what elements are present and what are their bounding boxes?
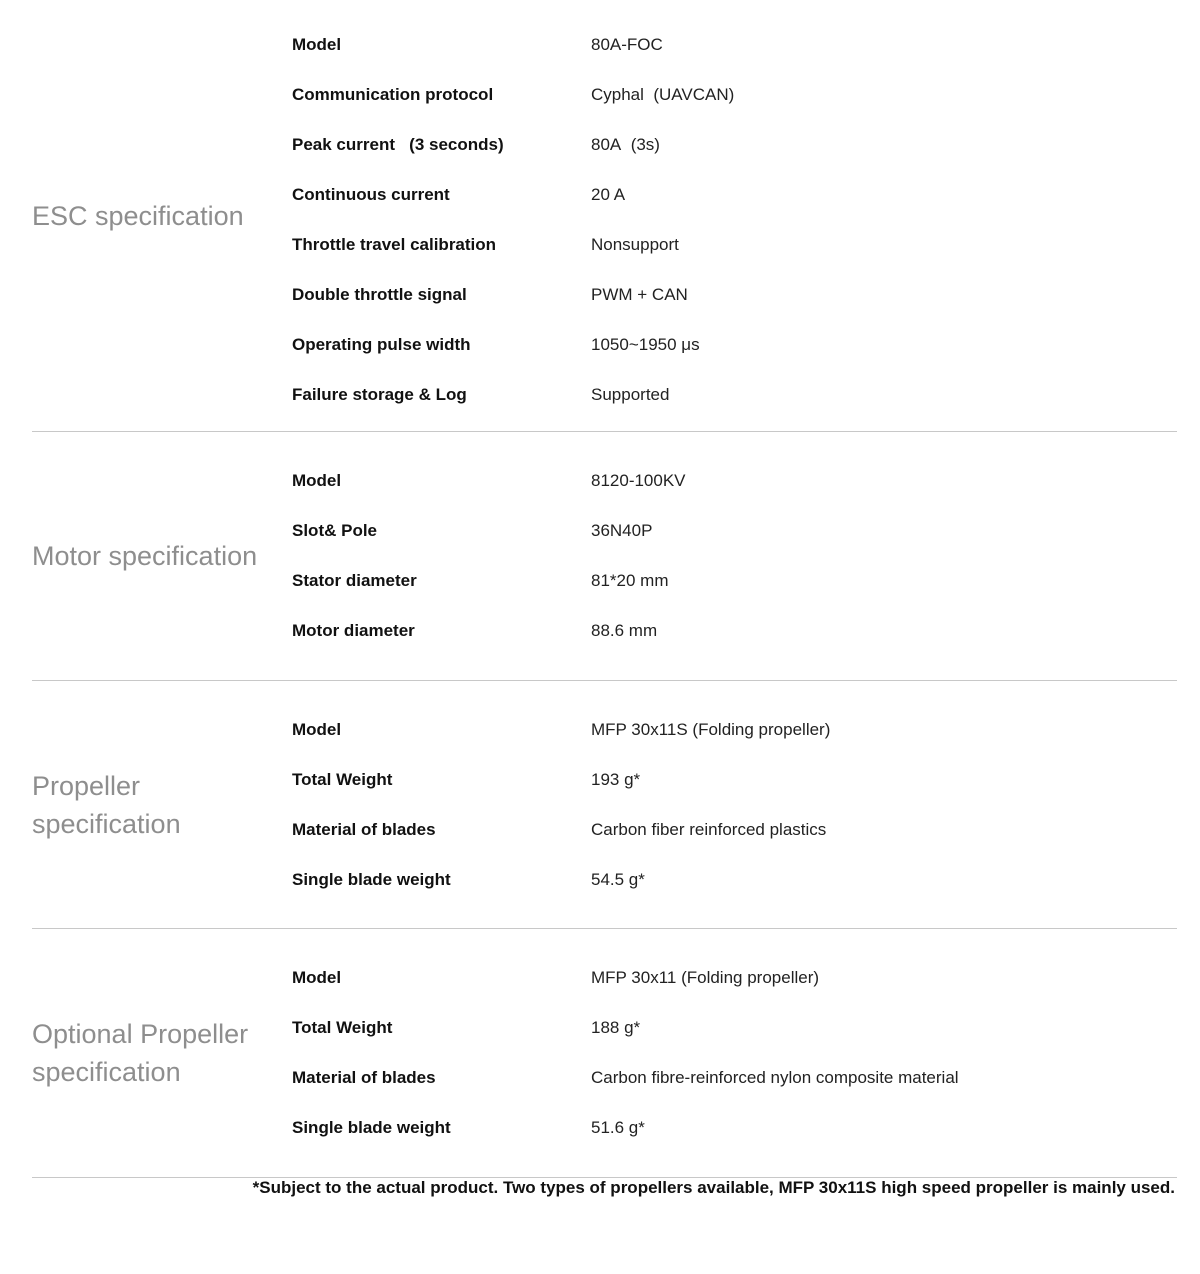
- spec-label: Slot& Pole: [292, 521, 378, 540]
- spec-row: [292, 1103, 1177, 1153]
- spec-value: 188 g*: [591, 1018, 641, 1037]
- spec-value: 20 A: [591, 184, 626, 204]
- spec-row: [292, 20, 1177, 70]
- spec-value: 8120-100KV: [591, 471, 686, 490]
- spec-row: [292, 370, 1177, 420]
- spec-row: [292, 755, 1177, 805]
- spec-label: Model: [292, 34, 342, 54]
- spec-label: Single blade weight: [292, 869, 451, 889]
- spec-row: [292, 220, 1177, 270]
- spec-label: Operating pulse width: [292, 334, 471, 354]
- spec-label: Motor diameter: [292, 621, 415, 640]
- spec-row: [292, 70, 1177, 120]
- section-title: Propeller specification: [32, 770, 181, 839]
- spec-rows: [292, 705, 1177, 905]
- spec-row: [292, 170, 1177, 220]
- spec-row: [292, 320, 1177, 370]
- section-motor-specification: [32, 432, 1177, 681]
- spec-label: Model: [292, 719, 342, 739]
- spec-label: Total Weight: [292, 1018, 393, 1037]
- spec-value: PWM + CAN: [591, 284, 688, 304]
- spec-label: Double throttle signal: [292, 284, 467, 304]
- spec-value: 193 g*: [591, 769, 641, 789]
- spec-value: 88.6 mm: [591, 621, 658, 640]
- spec-row: [292, 705, 1177, 755]
- spec-value: 81*20 mm: [591, 571, 669, 590]
- spec-row: [292, 1053, 1177, 1103]
- footnote: *Subject to the actual product. Two types of propellers available, MFP 30x11S high speed propeller is mainly used.: [252, 1178, 1175, 1197]
- spec-value: 51.6 g*: [591, 1118, 645, 1137]
- spec-row: [292, 953, 1177, 1003]
- spec-label: Failure storage & Log: [292, 384, 467, 404]
- section-title: ESC specification: [32, 200, 244, 231]
- spec-value: 54.5 g*: [591, 869, 645, 889]
- spec-label: Throttle travel calibration: [292, 234, 497, 254]
- spec-value: Carbon fiber reinforced plastics: [591, 819, 827, 839]
- spec-value: Nonsupport: [591, 234, 679, 254]
- spec-value: 80A-FOC: [591, 34, 663, 54]
- section-title: Motor specification: [32, 541, 258, 571]
- spec-label: Single blade weight: [292, 1118, 451, 1137]
- section-optional-propeller-specification: [32, 929, 1177, 1178]
- spec-value: Supported: [591, 384, 670, 404]
- spec-row: [292, 805, 1177, 855]
- spec-label: Model: [292, 471, 342, 490]
- spec-label: Material of blades: [292, 1068, 436, 1087]
- spec-label: Communication protocol: [292, 84, 494, 104]
- spec-table: [32, 0, 1177, 1178]
- spec-label: Material of blades: [292, 819, 436, 839]
- spec-rows: [292, 456, 1177, 656]
- section-title: Optional Propeller specification: [32, 1019, 249, 1087]
- spec-label: Continuous current: [292, 184, 450, 204]
- spec-value: MFP 30x11 (Folding propeller): [591, 968, 820, 987]
- spec-value: Carbon fibre-reinforced nylon composite material: [591, 1068, 959, 1087]
- spec-row: [292, 606, 1177, 656]
- spec-rows: [292, 953, 1177, 1153]
- spec-value: 1050~1950 μs: [591, 334, 700, 354]
- spec-row: [292, 1003, 1177, 1053]
- spec-label: Peak current (3 seconds): [292, 134, 504, 154]
- spec-value: Cyphal (UAVCAN): [591, 84, 735, 104]
- spec-row: [292, 456, 1177, 506]
- spec-value: 36N40P: [591, 521, 653, 540]
- spec-row: [292, 855, 1177, 905]
- section-propeller-specification: [32, 681, 1177, 929]
- spec-row: [292, 120, 1177, 170]
- spec-row: [292, 556, 1177, 606]
- spec-label: Total Weight: [292, 769, 393, 789]
- spec-row: [292, 270, 1177, 320]
- spec-value: 80A (3s): [591, 134, 660, 154]
- spec-value: MFP 30x11S (Folding propeller): [591, 719, 831, 739]
- spec-row: [292, 506, 1177, 556]
- section-esc-specification: [32, 0, 1177, 432]
- spec-rows: [292, 12, 1177, 420]
- spec-label: Model: [292, 968, 342, 987]
- spec-label: Stator diameter: [292, 571, 417, 590]
